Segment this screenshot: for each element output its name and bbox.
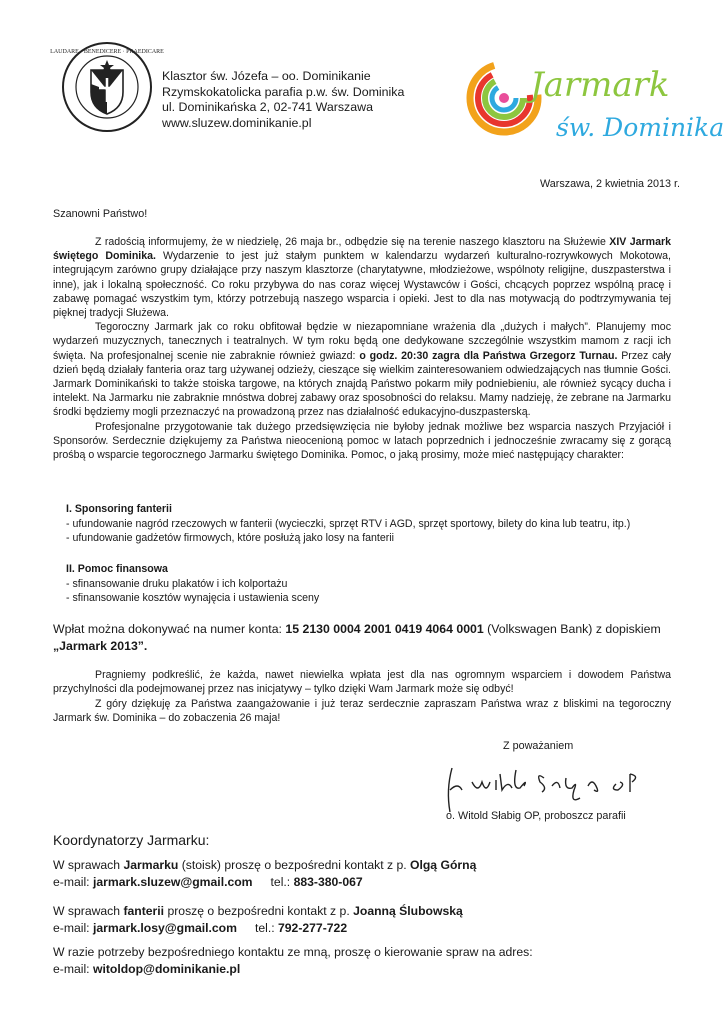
text-run: proszę o bezpośredni kontakt z p. [164,904,354,918]
section-financial [66,562,319,606]
contact-person: Joanną Ślubowską [353,904,463,918]
transfer-note: „Jarmark 2013”. [53,639,148,653]
address-line: ul. Dominikańska 2, 02-741 Warszawa [162,100,373,115]
email-link[interactable]: jarmark.losy@gmail.com [92,921,237,935]
letter-body [53,235,671,462]
email-label: e-mail: [53,962,93,976]
list-item: - ufundowanie nagród rzeczowych w fanterii (wycieczki, sprzęt RTV i AGD, sprzęt sportowy, bilety do kina lub teatru, itp.) [66,517,631,530]
list-item: - sfinansowanie kosztów wynajęcia i ustawienia sceny [66,592,320,605]
payment-info [53,621,671,655]
section-heading: II. Pomoc finansowa [66,563,168,575]
list-item: - ufundowanie gadżetów firmowych, które posłużą jako losy na fanterii [66,532,394,545]
dominican-seal-icon [50,40,164,134]
jarmark-logo-icon [464,44,724,152]
paragraph-3: Profesjonalne przygotowanie tak dużego przedsięwzięcia nie byłoby jednak możliwe bez wsparcia naszych Przyjaciół i Sponsorów. Serdecznie dziękujemy za Państwa nieocenioną pomoc w latach poprzednich i jednocześnie zwracamy się z gorącą prośbą o wsparcie tegorocznego Jarmarku świętego Dominika. Pomoc, o jaką prosimy, może mieć następujący charakter: [53,420,671,462]
contact-person: Olgą Górną [410,858,477,872]
contact-priest [53,944,533,978]
coordinators-title: Koordynatorzy Jarmarku: [53,832,210,848]
text-run: Wpłat można dokonywać na numer konta: [53,622,286,636]
letter-date: Warszawa, 2 kwietnia 2013 r. [539,178,680,190]
bank-account-number: 15 2130 0004 2001 0419 4064 0001 [285,622,484,636]
greeting: Szanowni Państwo! [53,208,148,220]
tel-label: tel.: [254,921,278,935]
text-run: Z radością informujemy, że w niedzielę, 26 maja br., odbędzie się na terenie naszego klasztoru na Służewie [95,236,610,248]
email-label: e-mail: [53,921,93,935]
email-link[interactable]: witoldop@dominikanie.pl [92,962,241,976]
paragraph-2 [53,320,671,419]
section-sponsoring [66,502,630,546]
text-run: Przez cały dzień będą działały fanteria oraz targ używanej odzieży, cieszące się wielkim zainteresowaniem odwiedzających nas tłumnie Gości. Jarmark Dominikański to także stoiska targowe, na których znajdą Państwo pokarm miły podniebieniu, ale również sycący ducha i intelekt. Na Jarmarku nie zabraknie mnóstwa dobrej zabawy oraz sposobności do relaksu. Mamy nadzieję, że zebrane na Jarmarku środki będziemy mogli przeznaczyć na prowadzoną przez nas działalność edukacyjno-duszpasterską. [53,349,671,419]
signer-name: o. Witold Słabig OP, proboszcz parafii [446,810,626,822]
address-line: Klasztor św. Józefa – oo. Dominikanie [162,69,371,83]
contact-lottery [53,903,463,937]
text-run: Wydarzenie to jest już stałym punktem w kalendarzu wydarzeń kulturalno-rozrywkowych Mokotowa, integrującym zarówno grupy działające przy naszym klasztorze (charytatywne, młodzieżowe, wspólnoty religijne, duszpasterstwa i inne), jak i lokalną społeczność. Co roku przybywa do nas coraz więcej Wystawców i Gości, chcących poprzez wspólną pracę i zabawę pomagać wszystkim tym, którzy potrzebują naszego wsparcia i opieki. Jest to dla nas motywacją do podtrzymywania tej pięknej tradycji Służewa. [53,250,671,320]
website-link[interactable]: www.sluzew.dominikanie.pl [162,115,312,130]
section-heading: I. Sponsoring fanterii [66,503,172,515]
email-link[interactable]: jarmark.sluzew@gmail.com [92,875,253,889]
text-run: (stoisk) proszę o bezpośredni kontakt z p. [178,858,410,872]
paragraph-1 [53,235,671,320]
phone-number[interactable]: 792-277-722 [277,921,348,935]
logo-subtitle: św. Dominika [556,113,724,142]
closing-paragraph-1: Pragniemy podkreślić, że każda, nawet niewielka wpłata jest dla nas ogromnym wsparciem i dowodem Państwa przychylności dla podejmowanej przez nas inicjatywy – tylko dzięki Wam Jarmark może się odbyć! [53,669,671,696]
contact-fair [53,857,476,891]
email-label: e-mail: [53,875,93,889]
text-run: W sprawach [53,904,124,918]
regards: Z poważaniem [503,740,574,752]
concert-info: o godz. 20:30 zagra dla Państwa Grzegorz Turnau. [359,349,618,362]
closing-text [53,668,671,726]
header-address [162,69,404,131]
text-run: Tegoroczny Jarmark jak co roku obfitował będzie w niezapomniane wrażenia dla „dużych i małych”. Planujemy moc wydarzeń muzycznych, tanecznych i teatralnych. W tym roku będą one dedykowane szczególnie wszystkim mamom z racji ich święta. Na profesjonalnej scenie nie zabraknie również gwiazd: [53,321,671,362]
text-run: W sprawach [53,858,124,872]
text-run: (Volkswagen Bank) z dopiskiem [483,622,661,636]
contact-topic: Jarmarku [123,858,179,872]
contact-line: W razie potrzeby bezpośredniego kontaktu ze mną, proszę o kierowanie spraw na adres: [53,945,533,959]
phone-number[interactable]: 883-380-067 [293,875,363,889]
list-item: - sfinansowanie druku plakatów i ich kolportażu [66,577,288,590]
closing-paragraph-2: Z góry dziękuję za Państwa zaangażowanie i już teraz serdecznie zapraszam Państwa wraz z bliskimi na tegoroczny Jarmark św. Dominika – do zobaczenia 26 maja! [53,697,671,725]
seal-text: LAUDARE · BENEDICERE · PRAEDICARE [50,49,164,55]
event-name: XIV Jarmark świętego Dominika. [53,236,671,263]
logo-title: Jarmark [530,65,670,105]
contact-topic: fanterii [123,904,165,918]
address-line: Rzymskokatolicka parafia p.w. św. Dominika [162,84,405,99]
tel-label: tel.: [270,875,294,889]
signature-text: fr. Witold Słabig OP [440,760,449,761]
